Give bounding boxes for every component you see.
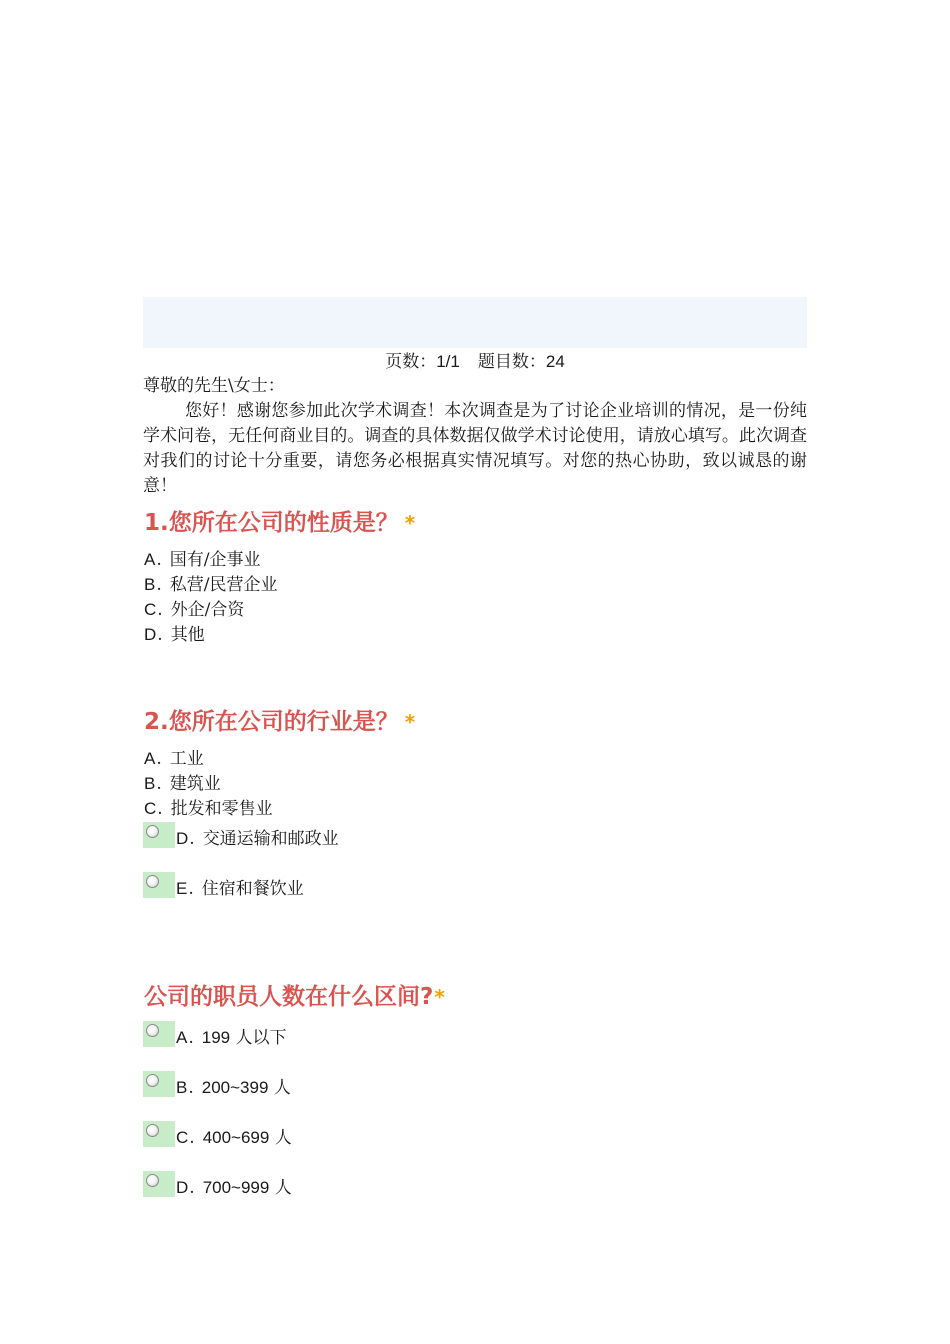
option-separator: . [157, 799, 163, 819]
option-1b[interactable] [144, 574, 277, 596]
option-letter: A [176, 1028, 188, 1047]
option-letter: B [144, 575, 156, 594]
option-text: 交通运输和邮政业 [202, 829, 339, 849]
option-number: 400~699 [202, 1128, 270, 1147]
option-letter: C [144, 600, 157, 619]
option-text: 私营/民营企业 [169, 575, 278, 595]
question-count-label: 题目数： [477, 352, 546, 372]
option-text: 人 [274, 1178, 292, 1198]
required-marker: * [434, 985, 445, 1009]
page-info [143, 351, 807, 373]
question-title-text: 公司的职员人数在什么区间? [144, 984, 434, 1010]
radio-button[interactable] [143, 872, 175, 898]
question-1-title [144, 508, 415, 538]
question-2-title [144, 707, 415, 737]
option-3b[interactable] [143, 1071, 643, 1097]
option-letter: A [144, 749, 156, 768]
option-separator: . [189, 1178, 195, 1198]
option-letter: D [176, 829, 189, 848]
option-1a[interactable] [144, 549, 260, 571]
option-separator: . [188, 1078, 194, 1098]
option-label [176, 1027, 287, 1049]
option-separator: . [156, 575, 162, 595]
radio-circle-icon [146, 1024, 159, 1037]
option-2e[interactable] [143, 872, 643, 898]
option-letter: A [144, 550, 156, 569]
required-marker: * [404, 710, 416, 734]
radio-circle-icon [146, 1124, 159, 1137]
option-1d[interactable] [144, 624, 205, 646]
option-2b[interactable] [144, 773, 221, 795]
option-letter: D [176, 1178, 189, 1197]
option-text: 外企/合资 [170, 600, 245, 620]
option-separator: . [189, 1128, 195, 1148]
option-2c[interactable] [144, 798, 273, 820]
option-separator: . [156, 550, 162, 570]
question-count-value: 24 [545, 352, 565, 371]
required-marker: * [404, 511, 416, 535]
option-text: 批发和零售业 [170, 799, 273, 819]
option-letter: B [144, 774, 156, 793]
option-label [176, 828, 339, 850]
option-label [176, 1127, 292, 1149]
radio-circle-icon [146, 875, 159, 888]
option-text: 人以下 [235, 1028, 287, 1048]
option-1c[interactable] [144, 599, 244, 621]
radio-button[interactable] [143, 1171, 175, 1197]
option-number: 200~399 [201, 1078, 269, 1097]
option-2d[interactable] [143, 822, 643, 848]
option-text: 建筑业 [169, 774, 221, 794]
option-3a[interactable] [143, 1021, 643, 1047]
radio-button[interactable] [143, 822, 175, 848]
radio-button[interactable] [143, 1071, 175, 1097]
radio-circle-icon [146, 825, 159, 838]
option-text: 人 [273, 1078, 291, 1098]
option-separator: . [188, 879, 194, 899]
option-separator: . [189, 829, 195, 849]
option-letter: B [176, 1078, 188, 1097]
option-3d[interactable] [143, 1171, 643, 1197]
intro-text [143, 374, 807, 499]
radio-circle-icon [146, 1174, 159, 1187]
option-separator: . [188, 1028, 194, 1048]
header-band [143, 297, 807, 348]
option-letter: D [144, 625, 157, 644]
question-title-text: 1.您所在公司的性质是？ [144, 510, 399, 536]
option-text: 国有/企事业 [169, 550, 261, 570]
question-title-text: 2.您所在公司的行业是？ [144, 709, 399, 735]
option-text: 住宿和餐饮业 [201, 879, 304, 899]
greeting: 尊敬的先生\女士： [143, 376, 285, 396]
intro-paragraph: 您好！感谢您参加此次学术调查！本次调查是为了讨论企业培训的情况，是一份纯学术问卷，无任何商业目的。调查的具体数据仅做学术讨论使用，请放心填写。此次调查对我们的讨论十分重要，请您务必根据真实情况填写。对您的热心协助，致以诚恳的谢意！ [143, 401, 807, 496]
option-number: 700~999 [202, 1178, 270, 1197]
option-text: 其他 [170, 625, 205, 645]
option-separator: . [157, 625, 163, 645]
option-separator: . [156, 749, 162, 769]
option-letter: E [176, 879, 188, 898]
option-number: 199 [201, 1028, 231, 1047]
page-label: 页数： [385, 352, 437, 372]
option-separator: . [156, 774, 162, 794]
page-value: 1/1 [436, 352, 460, 371]
radio-button[interactable] [143, 1021, 175, 1047]
option-separator: . [157, 600, 163, 620]
option-label [176, 878, 304, 900]
option-text: 人 [274, 1128, 292, 1148]
radio-circle-icon [146, 1074, 159, 1087]
option-label [176, 1177, 292, 1199]
option-2a[interactable] [144, 748, 204, 770]
radio-button[interactable] [143, 1121, 175, 1147]
option-text: 工业 [169, 749, 204, 769]
question-3-title [144, 982, 445, 1012]
option-3c[interactable] [143, 1121, 643, 1147]
option-letter: C [144, 799, 157, 818]
option-label [176, 1077, 291, 1099]
option-letter: C [176, 1128, 189, 1147]
